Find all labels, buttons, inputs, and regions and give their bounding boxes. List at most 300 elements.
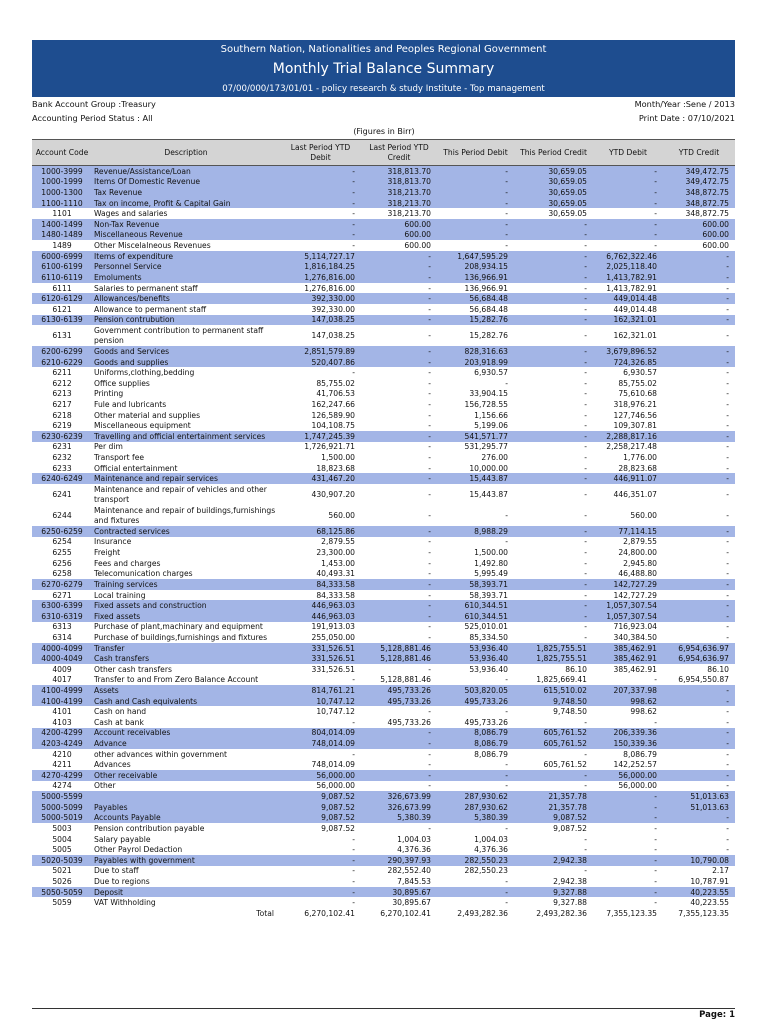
amount-cell: 142,252.57 xyxy=(613,760,657,770)
description-cell: Other Miscelalneous Revenues xyxy=(94,241,211,251)
amount-cell: 56,000.00 xyxy=(280,770,361,781)
amount-cell: 10,747.12 xyxy=(316,707,355,717)
amount-cell: 290,397.93 xyxy=(361,855,437,866)
description-cell: Assets xyxy=(92,685,280,696)
description-cell: Freight xyxy=(94,548,121,558)
amount-cell: 385,462.91 xyxy=(613,664,657,674)
amount-cell: 21,357.78 xyxy=(514,802,593,813)
amount-cell: - xyxy=(726,490,729,500)
description-cell: Per dim xyxy=(94,442,123,452)
amount-cell: - xyxy=(428,781,431,791)
amount-cell: 331,526.51 xyxy=(280,643,361,654)
account-code-cell: 4101 xyxy=(52,707,72,717)
amount-cell: 5,128,881.46 xyxy=(380,675,431,685)
amount-cell: - xyxy=(726,537,729,547)
amount-cell: 9,087.52 xyxy=(280,813,361,824)
account-code-cell: 4000-4099 xyxy=(32,643,92,654)
account-code-cell: 6270-6279 xyxy=(32,579,92,590)
description-cell: Allowance to permanent staff xyxy=(94,304,207,314)
amount-cell: - xyxy=(726,421,729,431)
account-code-cell: 6217 xyxy=(52,399,72,409)
amount-cell: 349,472.75 xyxy=(663,177,735,188)
table-row xyxy=(32,420,735,431)
total-amount-cell: 7,355,123.35 xyxy=(678,908,729,918)
amount-cell: 58,393.71 xyxy=(469,590,508,600)
amount-cell: 282,550.23 xyxy=(437,855,514,866)
amount-cell: 560.00 xyxy=(630,511,657,521)
amount-cell: 318,976.21 xyxy=(613,399,657,409)
amount-cell: 282,550.23 xyxy=(464,866,508,876)
amount-cell: 23,300.00 xyxy=(316,548,355,558)
amount-cell: 8,086.79 xyxy=(437,738,514,749)
amount-cell: - xyxy=(584,569,587,579)
account-code-cell: 1000-3999 xyxy=(32,166,92,177)
amount-cell: - xyxy=(584,749,587,759)
amount-cell: 84,333.58 xyxy=(316,590,355,600)
amount-cell: 10,790.08 xyxy=(663,855,735,866)
table-row xyxy=(32,357,735,368)
amount-cell: 385,462.91 xyxy=(593,643,663,654)
description-cell: Transfer xyxy=(92,643,280,654)
report-subtitle: 07/00/000/173/01/01 - policy research & study Institute - Top management xyxy=(222,84,545,94)
account-code-cell: 6230-6239 xyxy=(32,431,92,442)
amount-cell: - xyxy=(428,537,431,547)
amount-cell: - xyxy=(663,293,735,304)
amount-cell: 600.00 xyxy=(361,230,437,241)
amount-cell: - xyxy=(428,558,431,568)
table-row xyxy=(32,261,735,272)
amount-cell: - xyxy=(663,696,735,707)
amount-cell: - xyxy=(361,473,437,484)
table-row xyxy=(32,272,735,283)
table-row xyxy=(32,887,735,898)
amount-cell: - xyxy=(663,272,735,283)
amount-cell: - xyxy=(280,198,361,209)
account-code-cell: 6258 xyxy=(52,569,72,579)
amount-cell: - xyxy=(428,749,431,759)
amount-cell: 15,443.87 xyxy=(437,473,514,484)
amount-cell: - xyxy=(428,331,431,341)
amount-cell: - xyxy=(584,590,587,600)
description-cell: Advances xyxy=(94,760,131,770)
description-cell: Maintenance and repair services xyxy=(92,473,280,484)
description-cell: Contracted services xyxy=(92,526,280,537)
description-cell: Salary payable xyxy=(94,834,151,844)
account-code-cell: 4211 xyxy=(52,760,72,770)
amount-cell: - xyxy=(437,198,514,209)
amount-cell: - xyxy=(593,219,663,230)
amount-cell: - xyxy=(428,399,431,409)
amount-cell: - xyxy=(428,410,431,420)
amount-cell: - xyxy=(280,219,361,230)
amount-cell: 1,726,921.71 xyxy=(304,442,355,452)
amount-cell: - xyxy=(593,887,663,898)
amount-cell: 348,872.75 xyxy=(685,209,729,219)
amount-cell: - xyxy=(514,770,593,781)
account-code-cell: 6240-6249 xyxy=(32,473,92,484)
amount-cell: 1,825,755.51 xyxy=(514,653,593,664)
amount-cell: 495,733.26 xyxy=(464,717,508,727)
amount-cell: - xyxy=(584,368,587,378)
amount-cell: - xyxy=(514,315,593,326)
amount-cell: - xyxy=(428,453,431,463)
amount-cell: 40,223.55 xyxy=(690,898,729,908)
amount-cell: - xyxy=(593,802,663,813)
amount-cell: - xyxy=(584,548,587,558)
amount-cell: 605,761.52 xyxy=(543,760,587,770)
amount-cell: 1,057,307.54 xyxy=(593,611,663,622)
amount-cell: 53,936.40 xyxy=(437,643,514,654)
col-ytd-credit: YTD Credit xyxy=(663,140,735,166)
amount-cell: 10,000.00 xyxy=(469,463,508,473)
amount-cell: 53,936.40 xyxy=(469,664,508,674)
amount-cell: - xyxy=(505,823,508,833)
amount-cell: 207,337.98 xyxy=(593,685,663,696)
amount-cell: - xyxy=(361,346,437,357)
account-code-cell: 6233 xyxy=(52,463,72,473)
table-row xyxy=(32,346,735,357)
amount-cell: 162,321.01 xyxy=(593,315,663,326)
amount-cell: - xyxy=(726,717,729,727)
description-cell: Emoluments xyxy=(92,272,280,283)
amount-cell: 998.62 xyxy=(593,696,663,707)
amount-cell: - xyxy=(514,251,593,262)
amount-cell: 85,755.02 xyxy=(316,378,355,388)
amount-cell: - xyxy=(352,209,355,219)
table-row xyxy=(32,781,735,792)
amount-cell: 33,904.15 xyxy=(469,389,508,399)
amount-cell: - xyxy=(663,579,735,590)
amount-cell: 5,380.39 xyxy=(361,813,437,824)
amount-cell: - xyxy=(726,304,729,314)
table-row xyxy=(32,632,735,643)
table-row xyxy=(32,897,735,908)
amount-cell: 1,825,669.41 xyxy=(536,675,587,685)
amount-cell: 716,923.04 xyxy=(613,622,657,632)
amount-cell: - xyxy=(352,898,355,908)
account-code-cell: 5026 xyxy=(52,876,72,886)
amount-cell: - xyxy=(514,473,593,484)
amount-cell: - xyxy=(726,368,729,378)
table-row xyxy=(32,834,735,845)
account-code-cell: 6131 xyxy=(52,331,72,341)
amount-cell: 51,013.63 xyxy=(663,802,735,813)
amount-cell: 24,800.00 xyxy=(618,548,657,558)
amount-cell: - xyxy=(505,209,508,219)
table-row xyxy=(32,484,735,505)
amount-cell: 8,086.79 xyxy=(474,749,508,759)
amount-cell: 495,733.26 xyxy=(437,696,514,707)
amount-cell: - xyxy=(352,241,355,251)
amount-cell: - xyxy=(505,707,508,717)
page-number: Page: 1 xyxy=(699,1010,735,1020)
amount-cell: 68,125.86 xyxy=(280,526,361,537)
amount-cell: 126,589.90 xyxy=(311,410,355,420)
amount-cell: - xyxy=(505,241,508,251)
amount-cell: 147,038.25 xyxy=(280,315,361,326)
amount-cell: 600.00 xyxy=(663,219,735,230)
amount-cell: - xyxy=(428,707,431,717)
account-code-cell: 4203-4249 xyxy=(32,738,92,749)
description-cell: Other Payrol Dedaction xyxy=(94,845,183,855)
amount-cell: 449,014.48 xyxy=(593,293,663,304)
amount-cell: - xyxy=(663,473,735,484)
table-row xyxy=(32,643,735,654)
amount-cell: - xyxy=(361,600,437,611)
account-code-cell: 6314 xyxy=(52,632,72,642)
table-row xyxy=(32,728,735,739)
amount-cell: - xyxy=(584,558,587,568)
amount-cell: 5,380.39 xyxy=(437,813,514,824)
amount-cell: - xyxy=(584,283,587,293)
amount-cell: - xyxy=(726,823,729,833)
account-code-cell: 5005 xyxy=(52,845,72,855)
amount-cell: 5,199.06 xyxy=(474,421,508,431)
amount-cell: - xyxy=(428,463,431,473)
amount-cell: 9,087.52 xyxy=(280,791,361,802)
account-code-cell: 6255 xyxy=(52,548,72,558)
amount-cell: - xyxy=(428,304,431,314)
amount-cell: - xyxy=(663,526,735,537)
amount-cell: - xyxy=(654,675,657,685)
bank-account-group: Bank Account Group :Treasury xyxy=(32,99,156,109)
amount-cell: 51,013.63 xyxy=(663,791,735,802)
amount-cell: 431,467.20 xyxy=(280,473,361,484)
amount-cell: - xyxy=(726,622,729,632)
amount-cell: 1,492.80 xyxy=(474,558,508,568)
amount-cell: - xyxy=(280,887,361,898)
amount-cell: - xyxy=(726,410,729,420)
description-cell: Printing xyxy=(94,389,124,399)
description-cell: Travelling and official entertainment services xyxy=(92,431,280,442)
description-cell: Office supplies xyxy=(94,378,150,388)
description-cell: Cash transfers xyxy=(92,653,280,664)
amount-cell: 503,820.05 xyxy=(437,685,514,696)
amount-cell: 85,755.02 xyxy=(618,378,657,388)
amount-cell: 2,851,579.89 xyxy=(280,346,361,357)
amount-cell: 6,930.57 xyxy=(474,368,508,378)
table-row xyxy=(32,770,735,781)
amount-cell: 28,823.68 xyxy=(618,463,657,473)
amount-cell: - xyxy=(726,463,729,473)
amount-cell: 46,488.80 xyxy=(618,569,657,579)
amount-cell: - xyxy=(505,876,508,886)
table-row xyxy=(32,208,735,219)
amount-cell: 147,038.25 xyxy=(311,331,355,341)
total-amount-cell: 6,270,102.41 xyxy=(380,908,431,918)
table-row xyxy=(32,866,735,877)
amount-cell: 449,014.48 xyxy=(613,304,657,314)
account-code-cell: 6232 xyxy=(52,453,72,463)
amount-cell: 156,728.55 xyxy=(464,399,508,409)
amount-cell: 56,684.48 xyxy=(469,304,508,314)
description-cell: Revenue/Assistance/Loan xyxy=(92,166,280,177)
amount-cell: - xyxy=(428,490,431,500)
amount-cell: 326,673.99 xyxy=(361,791,437,802)
total-amount-cell: 2,493,282.36 xyxy=(536,908,587,918)
amount-cell: 208,934.15 xyxy=(437,261,514,272)
amount-cell: 331,526.51 xyxy=(280,653,361,664)
amount-cell: 9,087.52 xyxy=(553,823,587,833)
table-row xyxy=(32,304,735,315)
account-code-cell: 1489 xyxy=(52,241,72,251)
amount-cell: - xyxy=(584,241,587,251)
account-code-cell: 4000-4049 xyxy=(32,653,92,664)
amount-cell: 15,282.76 xyxy=(469,331,508,341)
amount-cell: 2,288,817.16 xyxy=(593,431,663,442)
amount-cell: - xyxy=(584,304,587,314)
amount-cell: 998.62 xyxy=(630,707,657,717)
amount-cell: - xyxy=(437,230,514,241)
amount-cell: 9,748.50 xyxy=(514,696,593,707)
amount-cell: 2,942.38 xyxy=(514,855,593,866)
amount-cell: 162,321.01 xyxy=(613,331,657,341)
description-cell: Tax Revenue xyxy=(92,187,280,198)
amount-cell: 446,963.03 xyxy=(280,611,361,622)
amount-cell: - xyxy=(654,876,657,886)
description-cell: Accounts Payable xyxy=(92,813,280,824)
table-row xyxy=(32,198,735,209)
amount-cell: - xyxy=(428,442,431,452)
account-code-cell: 6120-6129 xyxy=(32,293,92,304)
amount-cell: - xyxy=(428,760,431,770)
amount-cell: 349,472.75 xyxy=(663,166,735,177)
col-last-period-ytd-debit: Last Period YTD Debit xyxy=(280,140,361,166)
total-label: Total xyxy=(256,908,274,918)
amount-cell: - xyxy=(514,611,593,622)
table-row xyxy=(32,876,735,887)
amount-cell: 142,727.29 xyxy=(613,590,657,600)
table-header-row xyxy=(32,140,735,166)
amount-cell: - xyxy=(352,749,355,759)
description-cell: Deposit xyxy=(92,887,280,898)
amount-cell: - xyxy=(361,272,437,283)
amount-cell: - xyxy=(584,331,587,341)
col-last-period-ytd-credit: Last Period YTD Credit xyxy=(361,140,437,166)
amount-cell: 276.00 xyxy=(481,453,508,463)
amount-cell: - xyxy=(654,241,657,251)
description-cell: Purchase of buildings,furnishings and fixtures xyxy=(94,632,268,642)
description-cell: Telecomunication charges xyxy=(94,569,193,579)
amount-cell: - xyxy=(726,453,729,463)
amount-cell: - xyxy=(514,346,593,357)
amount-cell: 56,000.00 xyxy=(316,781,355,791)
table-row xyxy=(32,590,735,601)
amount-cell: - xyxy=(584,781,587,791)
amount-cell: 58,393.71 xyxy=(437,579,514,590)
amount-cell: - xyxy=(663,611,735,622)
table-row xyxy=(32,431,735,442)
amount-cell: - xyxy=(663,600,735,611)
amount-cell: - xyxy=(505,537,508,547)
amount-cell: 287,930.62 xyxy=(437,802,514,813)
amount-cell: - xyxy=(361,431,437,442)
description-cell: Payables xyxy=(92,802,280,813)
amount-cell: 531,295.77 xyxy=(464,442,508,452)
description-cell: VAT Withholding xyxy=(94,898,156,908)
amount-cell: - xyxy=(726,558,729,568)
description-cell: Other material and supplies xyxy=(94,410,201,420)
amount-cell: 1,825,755.51 xyxy=(514,643,593,654)
amount-cell: 30,659.05 xyxy=(514,198,593,209)
amount-cell: - xyxy=(428,283,431,293)
amount-cell: 86.10 xyxy=(565,664,587,674)
table-row xyxy=(32,823,735,834)
amount-cell: 348,872.75 xyxy=(663,198,735,209)
amount-cell: 162,247.66 xyxy=(311,399,355,409)
amount-cell: 392,330.00 xyxy=(280,293,361,304)
total-code-cell xyxy=(32,908,92,919)
amount-cell: 348,872.75 xyxy=(663,187,735,198)
footer-divider xyxy=(32,1008,735,1009)
amount-cell: 610,344.51 xyxy=(437,600,514,611)
amount-cell: - xyxy=(280,187,361,198)
table-row xyxy=(32,600,735,611)
amount-cell: 5,128,881.46 xyxy=(361,653,437,664)
account-code-cell: 5000-5099 xyxy=(32,802,92,813)
account-code-cell: 6271 xyxy=(52,590,72,600)
month-year: Month/Year :Sene / 2013 xyxy=(634,99,735,109)
amount-cell: - xyxy=(428,368,431,378)
amount-cell: 318,213.70 xyxy=(361,198,437,209)
amount-cell: 525,010.01 xyxy=(464,622,508,632)
amount-cell: 446,963.03 xyxy=(280,600,361,611)
amount-cell: 9,087.52 xyxy=(321,823,355,833)
amount-cell: 56,000.00 xyxy=(593,770,663,781)
amount-cell: - xyxy=(505,898,508,908)
description-cell: Salaries to permanent staff xyxy=(94,283,198,293)
description-cell: Fixed assets xyxy=(92,611,280,622)
table-row xyxy=(32,696,735,707)
amount-cell: 8,988.29 xyxy=(437,526,514,537)
amount-cell: 430,907.20 xyxy=(311,490,355,500)
account-code-cell: 5004 xyxy=(52,834,72,844)
amount-cell: - xyxy=(726,442,729,452)
amount-cell: - xyxy=(663,685,735,696)
amount-cell: - xyxy=(726,760,729,770)
amount-cell: 56,000.00 xyxy=(618,781,657,791)
amount-cell: 495,733.26 xyxy=(361,685,437,696)
account-code-cell: 5050-5059 xyxy=(32,887,92,898)
account-code-cell: 6254 xyxy=(52,537,72,547)
account-code-cell: 4270-4299 xyxy=(32,770,92,781)
amount-cell: - xyxy=(437,887,514,898)
account-code-cell: 6100-6199 xyxy=(32,261,92,272)
account-code-cell: 4200-4299 xyxy=(32,728,92,739)
account-code-cell: 4210 xyxy=(52,749,72,759)
amount-cell: 615,510.02 xyxy=(514,685,593,696)
table-row xyxy=(32,738,735,749)
amount-cell: 1,413,782.91 xyxy=(593,272,663,283)
amount-cell: 8,086.79 xyxy=(623,749,657,759)
description-cell: Items of expenditure xyxy=(92,251,280,262)
table-row xyxy=(32,855,735,866)
description-cell: Personnel Service xyxy=(92,261,280,272)
description-cell: Cash and Cash equivalents xyxy=(92,696,280,707)
table-row xyxy=(32,579,735,590)
amount-cell: - xyxy=(593,177,663,188)
amount-cell: - xyxy=(428,389,431,399)
print-date: Print Date : 07/10/2021 xyxy=(638,113,735,123)
amount-cell: 1,004.03 xyxy=(474,834,508,844)
amount-cell: 828,316.63 xyxy=(437,346,514,357)
table-row xyxy=(32,813,735,824)
amount-cell: - xyxy=(514,219,593,230)
amount-cell: - xyxy=(437,770,514,781)
amount-cell: - xyxy=(584,389,587,399)
account-code-cell: 6219 xyxy=(52,421,72,431)
amount-cell: 605,761.52 xyxy=(514,738,593,749)
